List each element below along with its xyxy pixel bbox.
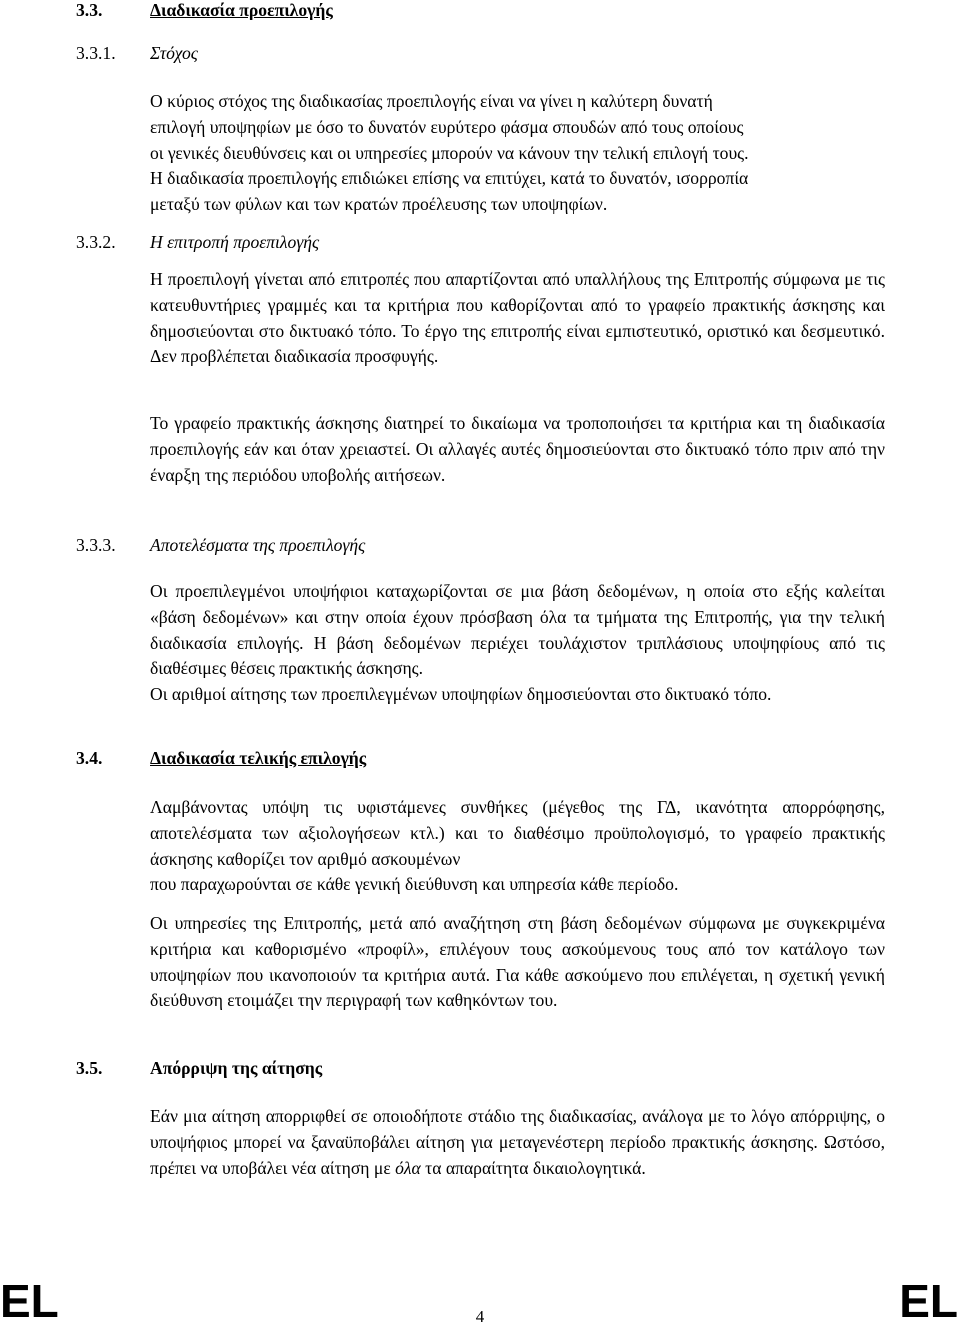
- paragraph-committee: Η προεπιλογή γίνεται από επιτροπές που απαρτίζονται από υπαλλήλους της Επιτροπής σύμφωνα με τις κατευθυντήριες γραμμές και τα κριτήρια που καθορίζονται από το γραφείο πρακτικής άσκησης και δημοσιεύονται στο δικτυακό τόπο. Το έργο της επιτροπής είναι εμπιστευτικό, οριστικό και δεσμευτικό. Δεν προβλέπεται διαδικασία προσφυγής.: [150, 269, 885, 367]
- paragraph-allocation: Λαμβάνοντας υπόψη τις υφιστάμενες συνθήκες (μέγεθος της ΓΔ, ικανότητα απορρόφησης, αποτελέσματα των αξιολογήσεων κτλ.) και το διαθέσιμο προϋπολογισμό, το γραφείο πρακτικής άσκησης καθορίζει τον αριθμό ασκουμένων που παραχωρούνται σε κάθε γενική διεύθυνση και υπηρεσία κάθε περίοδο.: [150, 797, 885, 895]
- section-heading-3-3: [76, 0, 333, 21]
- section-title: Διαδικασία προεπιλογής: [150, 0, 333, 20]
- paragraph-criteria-changes: Το γραφείο πρακτικής άσκησης διατηρεί το δικαίωμα να τροποποιήσει τα κριτήρια και τη διαδικασία προεπιλογής εάν και όταν χρειαστεί. Οι αλλαγές αυτές δημοσιεύονται στο δικτυακό τόπο πριν από την έναρξη της περιόδου υποβολής αιτήσεων.: [150, 413, 885, 485]
- section-number: 3.3.: [76, 0, 103, 20]
- section-number: 3.5.: [76, 1058, 103, 1078]
- section-number: 3.4.: [76, 748, 103, 768]
- section-heading-3-3-1: [76, 43, 198, 64]
- paragraph-selection: Οι υπηρεσίες της Επιτροπής, μετά από αναζήτηση στη βάση δεδομένων σύμφωνα με συγκεκριμένα κριτήρια και καθορισμένο «προφίλ», επιλέγουν τους ασκούμενους τους από τον κατάλογο των υποψηφίων που ικανοποιούν τα κριτήρια αυτά. Για κάθε ασκούμενο που επιλέγεται, η σχετική γενική διεύθυνση ετοιμάζει την περιγραφή των καθηκόντων του.: [150, 913, 885, 1011]
- section-number: 3.3.2.: [76, 232, 116, 252]
- section-title: Απόρριψη της αίτησης: [150, 1058, 323, 1078]
- section-number: 3.3.3.: [76, 535, 116, 555]
- section-number: 3.3.1.: [76, 43, 116, 63]
- page-number: 4: [475, 1307, 485, 1326]
- footer-language-right: EL: [899, 1275, 958, 1327]
- section-heading-3-3-3: [76, 535, 365, 556]
- section-title: Αποτελέσματα της προεπιλογής: [150, 535, 366, 555]
- paragraph-results: Οι προεπιλεγμένοι υποψήφιοι καταχωρίζονται σε μια βάση δεδομένων, η οποία στο εξής καλείται «βάση δεδομένων» και στην οποία έχουν πρόσβαση όλα τα τμήματα της Επιτροπής, για την τελική διαδικασία επιλογής. Η βάση δεδομένων περιέχει τουλάχιστον τριπλάσιους υποψηφίους από τις διαθέσιμες θέσεις πρακτικής άσκησης. Οι αριθμοί αίτησης των προεπιλεγμένων υποψηφίων δημοσιεύονται στο δικτυακό τόπο.: [150, 581, 885, 705]
- section-title: Η επιτροπή προεπιλογής: [150, 232, 320, 252]
- section-heading-3-5: [76, 1058, 322, 1079]
- rejection-text-end: τα απαραίτητα δικαιολογητικά.: [420, 1157, 646, 1178]
- footer-language-left: EL: [0, 1275, 59, 1327]
- section-title: Διαδικασία τελικής επιλογής: [150, 748, 367, 768]
- paragraph-objective: Ο κύριος στόχος της διαδικασίας προεπιλογής είναι να γίνει η καλύτερη δυνατή επιλογή υποψηφίων με όσο το δυνατόν ευρύτερο φάσμα σπουδών από τους οποίους οι γενικές διευθύνσεις και οι υπηρεσίες μπορούν να κάνουν την τελική επιλογή τους. Η διαδικασία προεπιλογής επιδιώκει επίσης να επιτύχει, κατά το δυνατόν, ισορροπία μεταξύ των φύλων και των κρατών προέλευσης των υποψηφίων.: [150, 91, 749, 215]
- section-title: Στόχος: [150, 43, 198, 63]
- section-heading-3-3-2: [76, 232, 319, 253]
- paragraph-rejection: [150, 1104, 885, 1181]
- section-heading-3-4: [76, 748, 366, 769]
- rejection-text-start: Εάν μια αίτηση απορριφθεί σε οποιοδήποτε στάδιο της διαδικασίας, ανάλογα με το λόγο απόρριψης, ο υποψήφιος μπορεί να ξαναϋποβάλει αίτηση για μεταγενέστερη περίοδο πρακτικής άσκησης. Ωστόσο, πρέπει να υποβάλει νέα αίτηση με: [150, 1106, 885, 1178]
- rejection-text-emphasis: όλα: [395, 1157, 421, 1178]
